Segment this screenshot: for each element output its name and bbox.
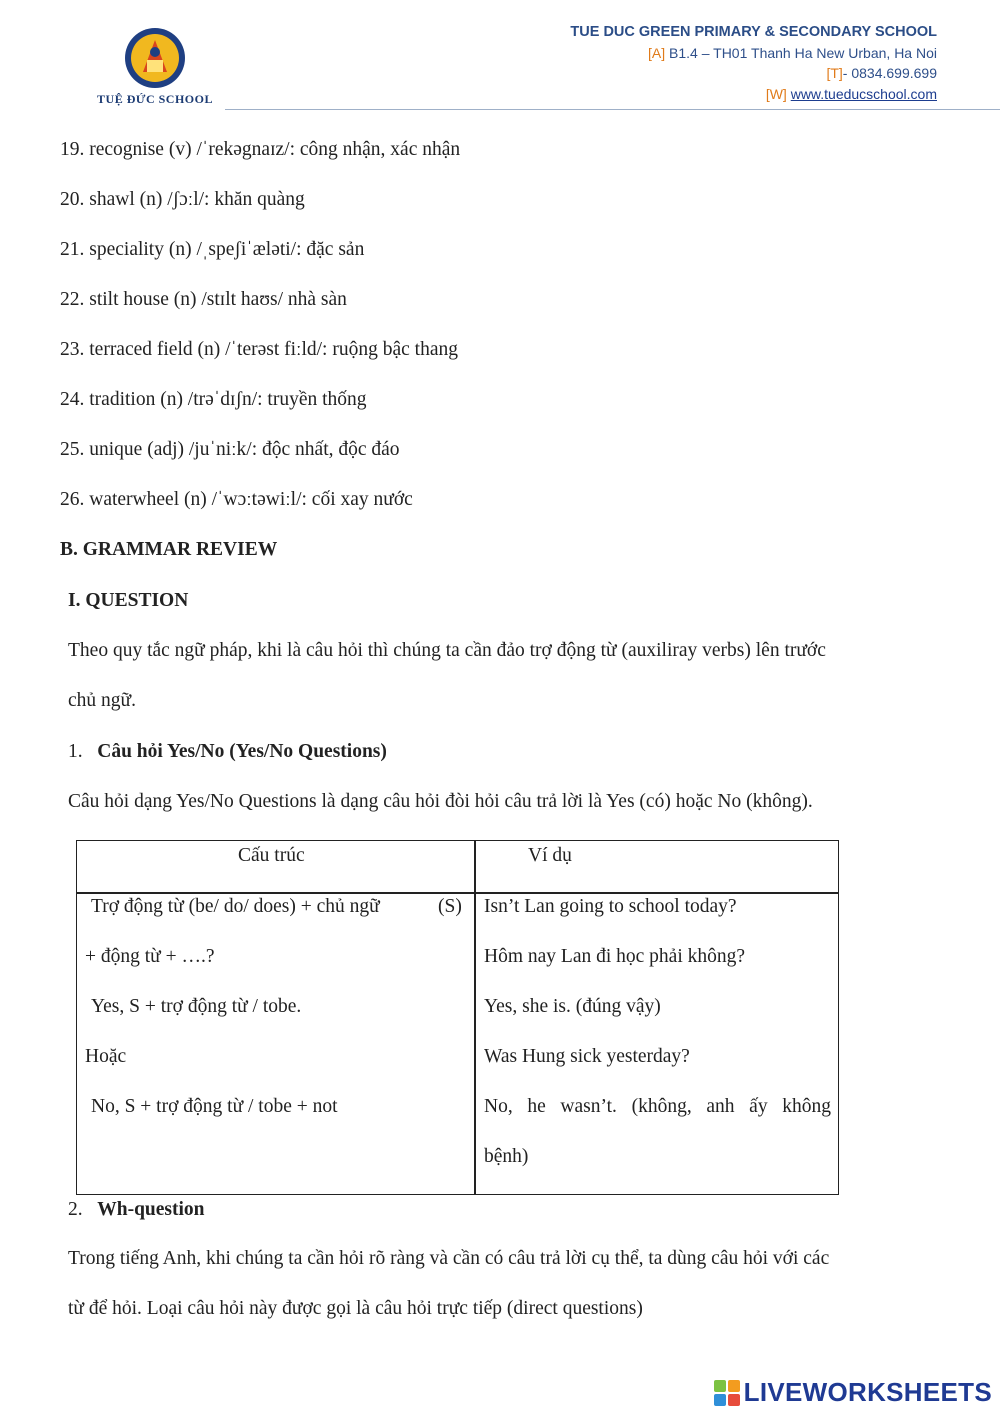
table-header-example: Ví dụ	[528, 845, 572, 866]
address-tag: [A]	[648, 44, 666, 61]
address-text: B1.4 – TH01 Thanh Ha New Urban, Ha Noi	[665, 44, 937, 61]
vocab-item: 22. stilt house (n) /stɪlt haʊs/ nhà sàn	[60, 289, 347, 310]
subheading-1-number: 1.	[68, 741, 83, 762]
subheading-2-number: 2.	[68, 1199, 83, 1220]
vocab-item: 26. waterwheel (n) /ˈwɔːtəwiːl/: cối xay nước	[60, 489, 413, 510]
table-cell: bệnh)	[484, 1146, 529, 1167]
vocab-item: 20. shawl (n) /ʃɔːl/: khăn quàng	[60, 189, 305, 210]
table-cell: No, he wasn’t. (không, anh ấy không	[484, 1096, 831, 1117]
table-cell: Isn’t Lan going to school today?	[484, 896, 737, 917]
subheading-2-title: Wh-question	[97, 1199, 205, 1220]
liveworksheets-brand: LIVEWORKSHEETS	[743, 1377, 992, 1407]
yes-no-table	[76, 840, 839, 1195]
vocab-item: 19. recognise (v) /ˈrekəgnaɪz/: công nhận, xác nhận	[60, 139, 461, 160]
vocab-item: 24. tradition (n) /trəˈdɪʃn/: truyền thống	[60, 389, 367, 410]
phone-text: - 0834.699.699	[842, 65, 937, 81]
intro-line-1: Theo quy tắc ngữ pháp, khi là câu hỏi thì chúng ta cần đảo trợ động từ (auxiliray verbs) lên trước	[68, 640, 826, 661]
school-crest-icon	[85, 22, 225, 94]
liveworksheets-grid-icon	[714, 1380, 740, 1406]
table-cell: Hoặc	[85, 1046, 127, 1067]
table-header-divider	[77, 892, 838, 894]
school-phone	[570, 63, 937, 84]
table-header-structure: Cấu trúc	[238, 845, 305, 866]
logo-name: TUỆ ĐỨC SCHOOL	[97, 92, 213, 106]
school-address	[570, 43, 937, 64]
subheading-2-line-2: từ để hỏi. Loại câu hỏi này được gọi là câu hỏi trực tiếp (direct questions)	[68, 1298, 643, 1319]
table-cell: + động từ + ….?	[85, 946, 215, 967]
website-link[interactable]: www.tueducschool.com	[790, 85, 937, 102]
section-i-heading: I. QUESTION	[68, 590, 189, 611]
table-cell: Was Hung sick yesterday?	[484, 1046, 690, 1067]
header-divider	[225, 109, 1000, 110]
subheading-1-desc: Câu hỏi dạng Yes/No Questions là dạng câu hỏi đòi hỏi câu trả lời là Yes (có) hoặc No (không).	[68, 791, 813, 812]
school-info	[570, 22, 937, 104]
table-cell: (S)	[438, 896, 462, 917]
table-cell: No, S + trợ động từ / tobe + not	[91, 1096, 338, 1117]
intro-line-2: chủ ngữ.	[68, 690, 136, 711]
table-cell: Yes, S + trợ động từ / tobe.	[91, 996, 302, 1017]
liveworksheets-logo[interactable]	[714, 1377, 992, 1408]
table-cell: Trợ động từ (be/ do/ does) + chủ ngữ	[91, 896, 380, 917]
section-b-heading: B. GRAMMAR REVIEW	[60, 539, 278, 560]
phone-tag: [T]	[826, 65, 843, 81]
web-tag: [W]	[765, 85, 787, 102]
vocab-item: 23. terraced field (n) /ˈterəst fiːld/: ruộng bậc thang	[60, 339, 458, 360]
vocab-item: 25. unique (adj) /juˈniːk/: độc nhất, độc đáo	[60, 439, 400, 460]
subheading-1-title: Câu hỏi Yes/No (Yes/No Questions)	[97, 741, 387, 762]
table-col-divider	[474, 841, 476, 1194]
vocab-item: 21. speciality (n) /ˌspeʃiˈæləti/: đặc sản	[60, 239, 365, 260]
table-cell: Hôm nay Lan đi học phải không?	[484, 946, 746, 967]
school-name: TUE DUC GREEN PRIMARY & SECONDARY SCHOOL	[570, 24, 937, 40]
table-cell: Yes, she is. (đúng vậy)	[484, 996, 661, 1017]
school-website	[570, 84, 937, 105]
subheading-1	[68, 740, 387, 764]
subheading-2	[68, 1198, 205, 1222]
subheading-2-line-1: Trong tiếng Anh, khi chúng ta cần hỏi rõ ràng và cần có câu trả lời cụ thể, ta dùng câu hỏi với các	[68, 1248, 830, 1269]
